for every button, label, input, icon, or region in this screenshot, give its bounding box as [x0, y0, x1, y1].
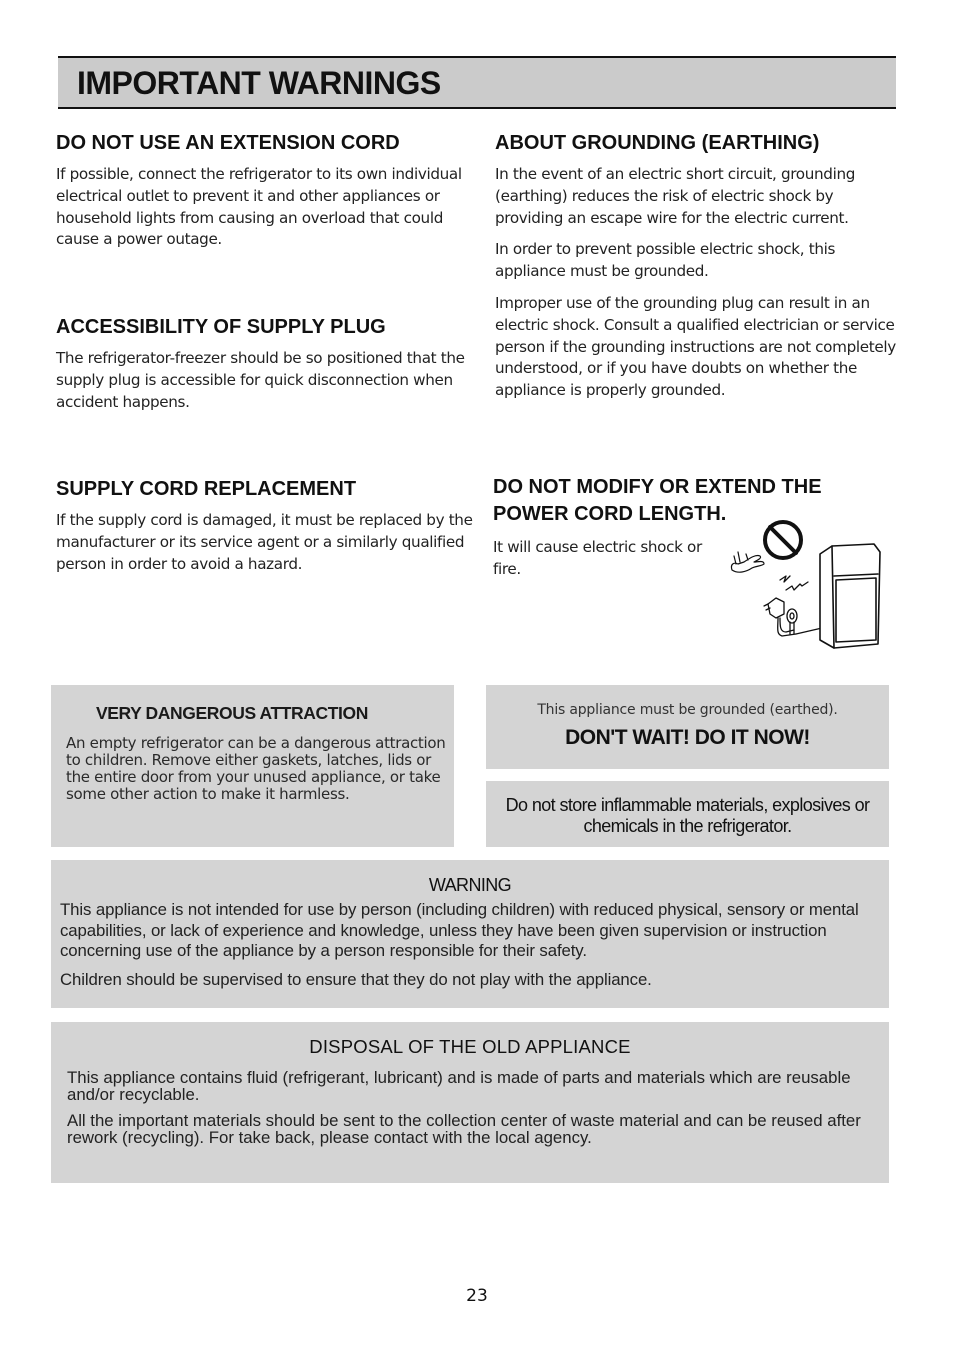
page-header [58, 56, 896, 109]
refrigerator-icon [820, 544, 880, 648]
box-body: Do not store inflammable materials, explosives or chemicals in the refrigerator. [505, 795, 870, 836]
box-body: An empty refrigerator can be a dangerous attraction to children. Remove either gaskets, latches, lids or the entire door from your unused appliance, or take some other action to make it harmless. [66, 734, 446, 803]
box-paragraph: This appliance is not intended for use by person (including children) with reduced physical, sensory or mental capabilities, or lack of experience and knowledge, unless they have been given supervision or instruction concerning use of the appliance by a person responsible for their safety. [60, 900, 859, 960]
section-heading: ACCESSIBILITY OF SUPPLY PLUG [56, 316, 386, 338]
section-supply-cord-replacement [56, 476, 486, 575]
box-very-dangerous-attraction [51, 685, 454, 847]
electric-spark-icon [780, 576, 808, 590]
section-about-grounding [495, 130, 900, 402]
box-paragraph: All the important materials should be sent to the collection center of waste material and can be reused after rework (recycling). For take back, please contact with the local agency. [67, 1111, 861, 1147]
section-accessibility-supply-plug [56, 314, 486, 413]
box-must-be-grounded [486, 685, 889, 769]
no-modify-cord-illustration [724, 518, 886, 652]
section-heading: DO NOT MODIFY OR EXTEND THE POWER CORD LENGTH. [493, 476, 822, 525]
grounded-note: This appliance must be grounded (earthed). [537, 702, 838, 718]
section-body: If possible, connect the refrigerator to its own individual electrical outlet to prevent it and other appliances or household lights from causing an overload that could cause a power outage. [56, 165, 462, 249]
section-paragraph: In the event of an electric short circuit, grounding (earthing) reduces the risk of electric shock by providing an escape wire for the electric current. [495, 165, 856, 227]
section-heading: DO NOT USE AN EXTENSION CORD [56, 132, 400, 154]
box-heading: WARNING [428, 875, 512, 895]
box-disposal-old-appliance [51, 1022, 889, 1183]
box-heading: VERY DANGEROUS ATTRACTION [96, 703, 368, 723]
hand-icon [731, 552, 764, 572]
box-paragraph: Children should be supervised to ensure that they do not play with the appliance. [60, 969, 652, 989]
box-inflammable-materials [486, 781, 889, 847]
section-body: It will cause electric shock or fire. [493, 538, 702, 578]
section-heading: SUPPLY CORD REPLACEMENT [56, 478, 357, 500]
section-paragraph: In order to prevent possible electric shock, this appliance must be grounded. [495, 240, 836, 281]
page-number: 23 [466, 1286, 488, 1306]
section-body: The refrigerator-freezer should be so positioned that the supply plug is accessible for quick disconnection when accident happens. [56, 349, 465, 411]
section-paragraph: Improper use of the grounding plug can result in an electric shock. Consult a qualified electrician or service person if the grounding instructions are not completely understood, or if you have doubts on whether the appliance is properly grounded. [495, 293, 896, 400]
prohibition-icon [765, 522, 801, 558]
section-extension-cord [56, 130, 486, 251]
grounded-call-to-action: DON'T WAIT! DO IT NOW! [565, 726, 810, 749]
box-paragraph: This appliance contains fluid (refrigerant, lubricant) and is made of parts and materials which are reusable and/or recyclable. [67, 1068, 851, 1104]
box-heading: DISPOSAL OF THE OLD APPLIANCE [309, 1036, 631, 1057]
plug-icon [764, 598, 822, 636]
section-heading: ABOUT GROUNDING (EARTHING) [495, 132, 820, 154]
page-title: IMPORTANT WARNINGS [77, 65, 441, 101]
section-body: If the supply cord is damaged, it must be replaced by the manufacturer or its service agent or a similarly qualified person in order to avoid a hazard. [56, 511, 473, 573]
box-warning [51, 860, 889, 1008]
